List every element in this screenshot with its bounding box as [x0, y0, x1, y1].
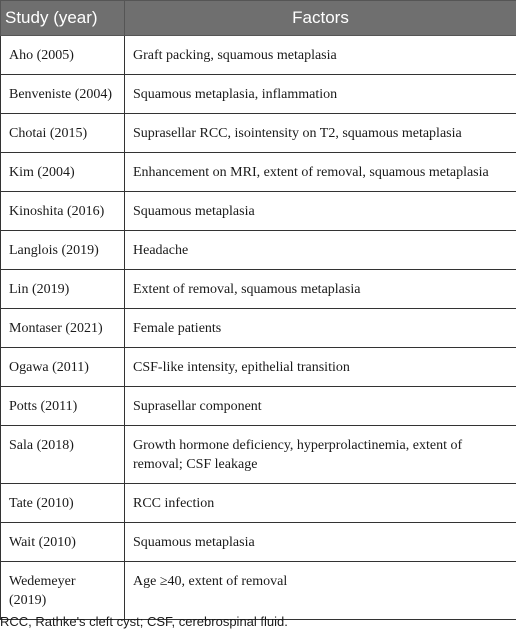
study-cell: Kim (2004) — [1, 153, 125, 192]
column-header-study: Study (year) — [1, 1, 125, 36]
study-cell: Potts (2011) — [1, 387, 125, 426]
table-row — [1, 523, 516, 562]
study-cell: Ogawa (2011) — [1, 348, 125, 387]
table-row — [1, 36, 516, 75]
study-cell: Sala (2018) — [1, 426, 125, 484]
table-row — [1, 270, 516, 309]
study-cell: Kinoshita (2016) — [1, 192, 125, 231]
table-row — [1, 192, 516, 231]
table-row — [1, 231, 516, 270]
factors-cell: Squamous metaplasia, inflammation — [125, 75, 516, 114]
factors-cell: RCC infection — [125, 484, 516, 523]
table-row — [1, 309, 516, 348]
study-cell: Benveniste (2004) — [1, 75, 125, 114]
study-cell: Tate (2010) — [1, 484, 125, 523]
study-cell: Chotai (2015) — [1, 114, 125, 153]
study-cell: Aho (2005) — [1, 36, 125, 75]
table-row — [1, 387, 516, 426]
factors-cell: Headache — [125, 231, 516, 270]
factors-cell: Squamous metaplasia — [125, 523, 516, 562]
table-row — [1, 484, 516, 523]
study-cell: Lin (2019) — [1, 270, 125, 309]
table-row — [1, 348, 516, 387]
factors-cell: Age ≥40, extent of removal — [125, 562, 516, 620]
factors-cell: CSF-like intensity, epithelial transition — [125, 348, 516, 387]
study-cell: Wait (2010) — [1, 523, 125, 562]
factors-cell: Female patients — [125, 309, 516, 348]
factors-cell: Suprasellar component — [125, 387, 516, 426]
table-row — [1, 562, 516, 620]
column-header-factors: Factors — [125, 1, 516, 36]
study-cell: Wedemeyer (2019) — [1, 562, 125, 620]
factors-cell: Suprasellar RCC, isointensity on T2, squamous metaplasia — [125, 114, 516, 153]
factors-cell: Enhancement on MRI, extent of removal, squamous metaplasia — [125, 153, 516, 192]
study-cell: Langlois (2019) — [1, 231, 125, 270]
factors-cell: Extent of removal, squamous metaplasia — [125, 270, 516, 309]
table-footnote: RCC, Rathke's cleft cyst; CSF, cerebrospinal fluid. — [0, 614, 288, 629]
factors-cell: Squamous metaplasia — [125, 192, 516, 231]
study-cell: Montaser (2021) — [1, 309, 125, 348]
factors-cell: Graft packing, squamous metaplasia — [125, 36, 516, 75]
factors-cell: Growth hormone deficiency, hyperprolactinemia, extent of removal; CSF leakage — [125, 426, 516, 484]
table-row — [1, 153, 516, 192]
header-row — [1, 1, 516, 36]
table-row — [1, 426, 516, 484]
table-row — [1, 114, 516, 153]
table-row — [1, 75, 516, 114]
